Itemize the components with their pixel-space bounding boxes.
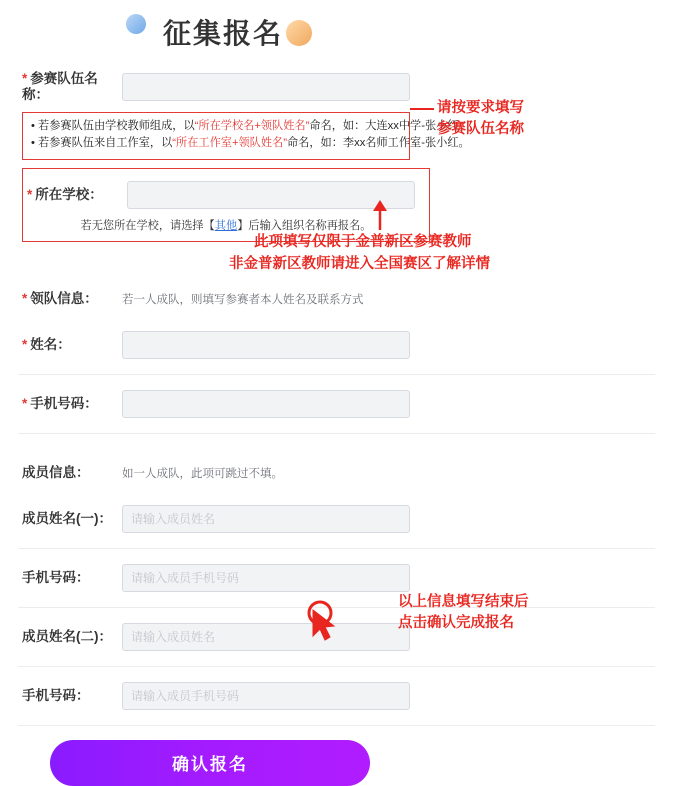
annotation-arrow-line <box>410 108 434 110</box>
leader-info-label: * 领队信息： <box>22 290 98 306</box>
orange-blob-icon <box>286 20 312 46</box>
member-info-hint: 如一人成队，此项可跳过不填。 <box>122 467 283 480</box>
required-marker: * <box>22 336 28 352</box>
leader-name-input[interactable] <box>122 331 410 359</box>
member1-name-input[interactable] <box>122 505 410 533</box>
annotation-submit: 以上信息填写结束后 点击确认完成报名 <box>398 594 529 632</box>
field-school <box>23 175 429 215</box>
annotation-team-name: 请按要求填写 参赛队伍名称 <box>437 100 524 138</box>
member-info-label: 成员信息： <box>22 464 90 480</box>
school-note: 若无您所在学校，请选择【其他】后输入组织名称再报名。 <box>80 219 372 232</box>
annotation-arrow-up-icon <box>372 198 388 230</box>
other-option-link[interactable]: 其他 <box>214 219 238 232</box>
submit-area <box>0 740 673 786</box>
field-leader-info <box>0 276 673 322</box>
divider <box>18 374 655 375</box>
required-marker: * <box>22 70 28 86</box>
member2-name-input[interactable] <box>122 623 410 651</box>
page-title: 征集报名 <box>163 18 284 49</box>
mouse-cursor-icon <box>303 600 349 646</box>
leader-phone-label: * 手机号码： <box>22 395 98 411</box>
member2-phone-label: 手机号码： <box>22 687 90 703</box>
member2-name-label: 成员姓名(二)： <box>22 628 112 644</box>
school-label: * 所在学校： <box>27 186 103 202</box>
field-leader-phone <box>0 381 673 427</box>
divider <box>18 725 655 726</box>
required-marker: * <box>22 290 28 306</box>
field-member1-phone <box>0 555 673 601</box>
page-header <box>0 0 673 62</box>
team-name-note-2: • 若参赛队伍来自工作室，以“所在工作室+领队姓名”命名，如：李xx名师工作室-张小红。 <box>31 137 470 150</box>
leader-name-label: * 姓名： <box>22 336 71 352</box>
blue-blob-icon <box>126 14 146 34</box>
team-name-input[interactable] <box>122 73 410 101</box>
team-name-note-box <box>22 112 470 160</box>
leader-phone-input[interactable] <box>122 390 410 418</box>
school-section <box>22 168 430 242</box>
divider <box>18 666 655 667</box>
annotation-school-line1: 此项填写仅限于金普新区参赛教师 <box>254 234 472 250</box>
field-member1-name <box>0 496 673 542</box>
member1-name-label: 成员姓名(一)： <box>22 510 112 526</box>
confirm-registration-button[interactable]: 确认报名 <box>50 740 370 786</box>
field-team-name <box>0 64 673 110</box>
field-leader-name <box>0 322 673 368</box>
field-member2-phone <box>0 673 673 719</box>
member2-phone-input[interactable] <box>122 682 410 710</box>
member1-phone-label: 手机号码： <box>22 569 90 585</box>
registration-form <box>0 64 673 786</box>
member1-phone-input[interactable] <box>122 564 410 592</box>
required-marker: * <box>27 186 33 202</box>
leader-info-hint: 若一人成队，则填写参赛者本人姓名及联系方式 <box>122 293 364 306</box>
team-name-note-1: • 若参赛队伍由学校教师组成，以“所在学校名+领队姓名”命名，如：大连xx中学-张小红。 <box>31 120 470 132</box>
divider <box>18 433 655 434</box>
field-member-info <box>0 450 673 496</box>
team-name-label: * 参赛队伍名称： <box>22 70 98 102</box>
annotation-school-line2: 非金普新区教师请进入全国赛区了解详情 <box>229 256 490 272</box>
divider <box>18 548 655 549</box>
required-marker: * <box>22 395 28 411</box>
